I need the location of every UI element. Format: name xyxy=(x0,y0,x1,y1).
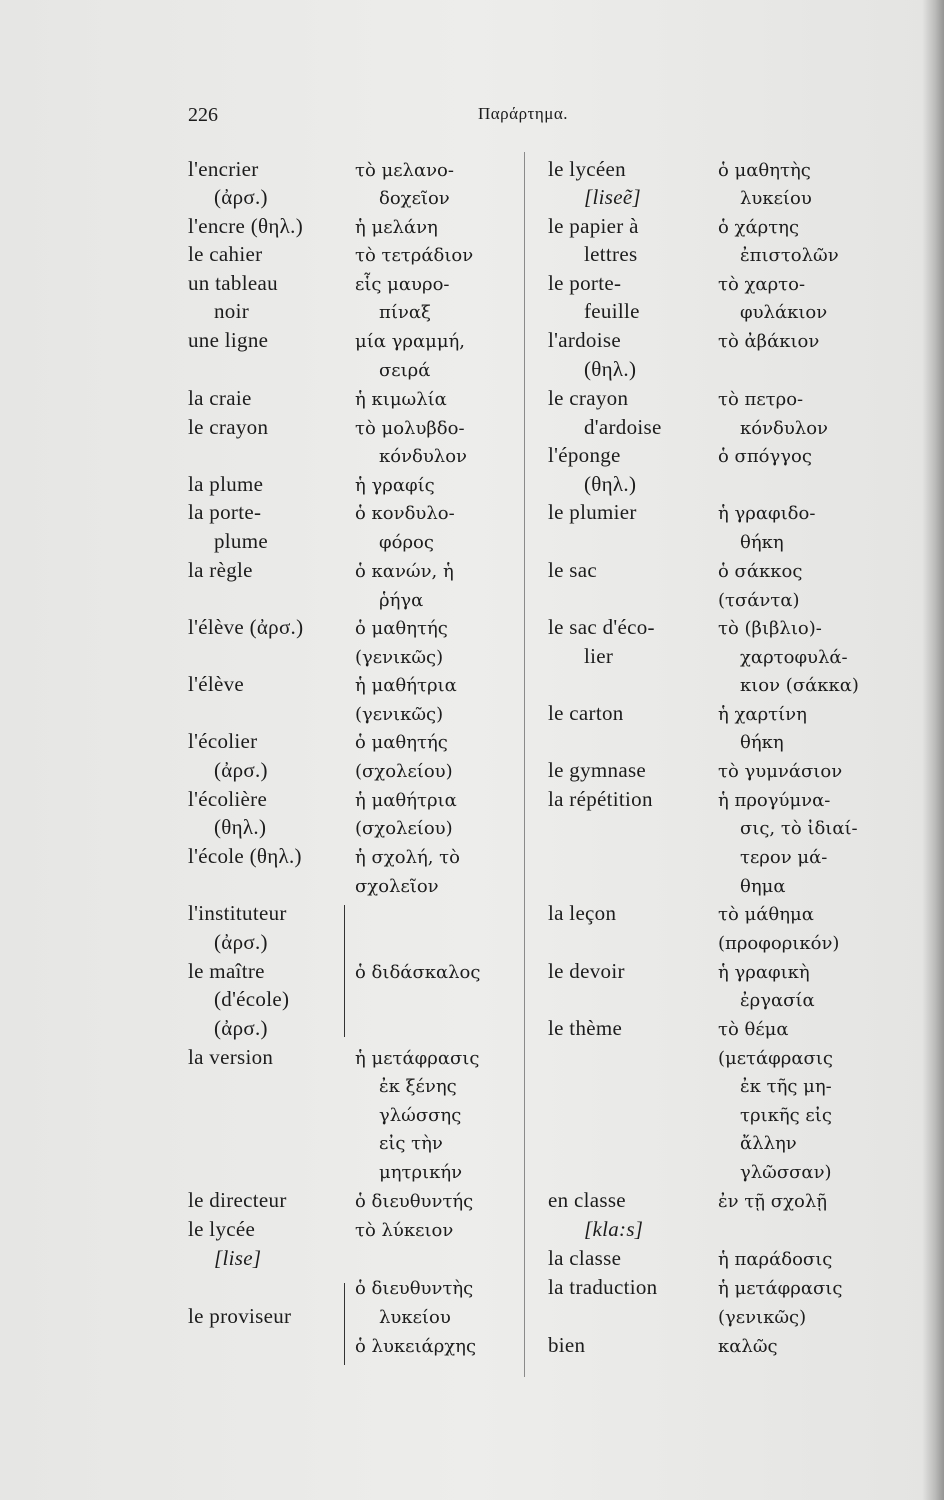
left-french-term: le lycée xyxy=(188,1217,256,1241)
right-french-term: d'ardoise xyxy=(584,415,662,439)
left-greek-term: ἡ μετάφρασις xyxy=(355,1048,480,1069)
left-greek-term: γλώσσης xyxy=(379,1105,462,1126)
right-greek-term: σις, τὸ ἰδιαί- xyxy=(740,818,858,839)
page-number: 226 xyxy=(188,104,218,126)
left-french-term: la règle xyxy=(188,558,253,582)
left-french-term: l'écolière xyxy=(188,787,268,811)
left-french-term: le crayon xyxy=(188,415,269,439)
right-greek-term: κιον (σάκκα) xyxy=(740,675,859,696)
left-greek-term: (γενικῶς) xyxy=(355,647,444,668)
left-greek-term: ὁ κανών, ἡ xyxy=(355,561,454,582)
left-greek-term: λυκείου xyxy=(379,1307,451,1328)
right-french-term: le plumier xyxy=(548,500,637,524)
left-french-term: (ἀρσ.) xyxy=(214,1016,268,1040)
right-french-term: (θηλ.) xyxy=(584,472,637,496)
left-greek-term: ἡ μαθήτρια xyxy=(355,790,457,811)
right-french-term: en classe xyxy=(548,1188,626,1212)
right-greek-term: ἡ μετάφρασις xyxy=(718,1278,843,1299)
right-french-term: lier xyxy=(584,644,614,668)
right-greek-term: ἡ γραφιδο- xyxy=(718,503,816,524)
right-french-term: bien xyxy=(548,1333,586,1357)
right-greek-term: ἡ γραφικὴ xyxy=(718,962,810,983)
right-french-term: la classe xyxy=(548,1246,622,1270)
left-greek-term: ὁ διευθυντής xyxy=(355,1191,474,1212)
right-greek-term: τρικῆς εἰς xyxy=(740,1105,832,1126)
left-french-term: l'élève xyxy=(188,672,245,696)
right-greek-term: τὸ γυμνάσιον xyxy=(718,761,843,782)
column-divider xyxy=(524,152,525,1377)
right-french-term: lettres xyxy=(584,242,638,266)
left-greek-term: (σχολείου) xyxy=(355,761,453,782)
left-french-term: l'écolier xyxy=(188,729,258,753)
right-french-term: le papier à xyxy=(548,214,639,238)
left-french-term: un tableau xyxy=(188,271,278,295)
right-greek-term: τὸ μάθημα xyxy=(718,904,814,925)
left-greek-term: τὸ μολυβδο- xyxy=(355,418,465,439)
right-french-term: le crayon xyxy=(548,386,629,410)
left-french-term: (d'école) xyxy=(214,987,290,1011)
left-greek-term: (σχολείου) xyxy=(355,818,453,839)
right-greek-term: ἡ χαρτίνη xyxy=(718,704,807,725)
right-greek-term: φυλάκιον xyxy=(740,302,828,323)
right-french-term: le devoir xyxy=(548,959,625,983)
left-greek-term: μία γραμμή, xyxy=(355,331,466,352)
left-greek-term: ἡ μελάνη xyxy=(355,217,438,238)
right-french-term: l'éponge xyxy=(548,443,621,467)
right-french-term: le porte- xyxy=(548,271,622,295)
left-french-term: le maître xyxy=(188,959,265,983)
right-french-term: le carton xyxy=(548,701,624,725)
left-french-term: l'instituteur xyxy=(188,901,287,925)
right-greek-term: ἐν τῇ σχολῇ xyxy=(718,1191,828,1212)
left-greek-term: τὸ λύκειον xyxy=(355,1220,454,1241)
left-greek-term: ὁ λυκειάρχης xyxy=(355,1336,477,1357)
left-greek-term: εἷς μαυρο- xyxy=(355,274,450,295)
right-greek-term: (τσάντα) xyxy=(718,590,800,611)
right-greek-term: τερον μά- xyxy=(740,847,828,868)
left-greek-term: ὁ κονδυλο- xyxy=(355,503,455,524)
right-greek-term: κόνδυλον xyxy=(740,418,828,439)
right-french-term: [liseẽ] xyxy=(584,185,641,209)
left-french-term: la version xyxy=(188,1045,274,1069)
left-french-term: (ἀρσ.) xyxy=(214,758,268,782)
left-french-term: l'encre (θηλ.) xyxy=(188,214,303,238)
page-edge-shadow xyxy=(922,0,944,1500)
left-greek-term: σχολεῖον xyxy=(355,876,439,897)
right-greek-term: ἡ προγύμνα- xyxy=(718,790,831,811)
left-french-term: le proviseur xyxy=(188,1304,292,1328)
right-greek-term: ἐργασία xyxy=(740,990,815,1011)
left-french-term: le cahier xyxy=(188,242,263,266)
left-brace-proviseur xyxy=(336,1283,345,1365)
right-greek-term: τὸ ἀβάκιον xyxy=(718,331,820,352)
right-greek-term: θημα xyxy=(740,876,786,897)
left-greek-term: ἡ μαθήτρια xyxy=(355,675,457,696)
right-greek-term: ὁ σάκκος xyxy=(718,561,803,582)
left-french-term: [lise] xyxy=(214,1246,262,1270)
right-greek-term: ἡ παράδοσις xyxy=(718,1249,833,1270)
right-greek-term: ὁ χάρτης xyxy=(718,217,800,238)
right-greek-term: ἐκ τῆς μη- xyxy=(740,1076,832,1097)
left-greek-term: εἰς τὴν xyxy=(379,1133,443,1154)
left-greek-term: κόνδυλον xyxy=(379,446,467,467)
left-greek-term: σειρά xyxy=(379,360,431,381)
right-greek-term: τὸ πετρο- xyxy=(718,389,804,410)
left-greek-term: ὁ διευθυντὴς xyxy=(355,1278,474,1299)
left-greek-term: φόρος xyxy=(379,532,434,553)
left-greek-term: πίναξ xyxy=(379,302,431,323)
left-greek-term: ὁ μαθητής xyxy=(355,732,448,753)
right-greek-term: θήκη xyxy=(740,732,784,753)
left-french-term: (ἀρσ.) xyxy=(214,185,268,209)
left-french-term: la plume xyxy=(188,472,264,496)
right-greek-term: τὸ (βιβλιο)- xyxy=(718,618,822,639)
right-french-term: la leçon xyxy=(548,901,617,925)
left-french-term: l'élève (ἀρσ.) xyxy=(188,615,304,639)
running-title: Παράρτημα. xyxy=(478,104,569,123)
right-french-term: le thème xyxy=(548,1016,623,1040)
left-french-term: (ἀρσ.) xyxy=(214,930,268,954)
right-greek-term: τὸ χαρτο- xyxy=(718,274,806,295)
left-greek-term: δοχεῖον xyxy=(379,188,450,209)
right-greek-term: χαρτοφυλά- xyxy=(740,647,848,668)
right-french-term: le lycéen xyxy=(548,157,626,181)
left-greek-term: τὸ μελανο- xyxy=(355,160,454,181)
right-french-term: (θηλ.) xyxy=(584,357,637,381)
right-greek-term: λυκείου xyxy=(740,188,812,209)
left-greek-term: ἐκ ξένης xyxy=(379,1076,457,1097)
right-french-term: le sac d'éco- xyxy=(548,615,655,639)
left-greek-term: ῥήγα xyxy=(379,590,424,611)
left-french-term: le directeur xyxy=(188,1188,287,1212)
right-greek-term: θήκη xyxy=(740,532,784,553)
right-greek-term: ἄλλην xyxy=(740,1133,797,1154)
right-greek-term: καλῶς xyxy=(718,1336,778,1357)
left-greek-term: ἡ κιμωλία xyxy=(355,389,447,410)
left-greek-term: ἡ γραφίς xyxy=(355,475,435,496)
left-greek-term: μητρικήν xyxy=(379,1162,463,1183)
left-greek-term: ὁ μαθητής xyxy=(355,618,448,639)
right-french-term: le sac xyxy=(548,558,598,582)
left-french-term: plume xyxy=(214,529,268,553)
right-greek-term: (μετάφρασις xyxy=(718,1048,833,1069)
right-french-term: feuille xyxy=(584,299,640,323)
right-french-term: l'ardoise xyxy=(548,328,621,352)
left-greek-term: ἡ σχολή, τὸ xyxy=(355,847,460,868)
left-greek-term: (γενικῶς) xyxy=(355,704,444,725)
left-french-term: la craie xyxy=(188,386,252,410)
right-greek-term: γλῶσσαν) xyxy=(740,1162,832,1183)
left-greek-term: ὁ διδάσκαλος xyxy=(355,962,481,983)
right-greek-term: ἐπιστολῶν xyxy=(740,245,839,266)
right-french-term: [kla:s] xyxy=(584,1217,644,1241)
left-french-term: la porte- xyxy=(188,500,262,524)
right-french-term: la répétition xyxy=(548,787,653,811)
left-brace-group xyxy=(336,905,345,1037)
left-french-term: noir xyxy=(214,299,250,323)
left-french-term: une ligne xyxy=(188,328,269,352)
right-greek-term: (προφορικόν) xyxy=(718,933,840,954)
left-french-term: l'école (θηλ.) xyxy=(188,844,302,868)
right-greek-term: ὁ μαθητὴς xyxy=(718,160,811,181)
right-greek-term: τὸ θέμα xyxy=(718,1019,789,1040)
right-french-term: la traduction xyxy=(548,1275,658,1299)
left-greek-term: τὸ τετράδιον xyxy=(355,245,474,266)
left-french-term: (θηλ.) xyxy=(214,815,267,839)
left-french-term: l'encrier xyxy=(188,157,259,181)
right-greek-term: ὁ σπόγγος xyxy=(718,446,812,467)
right-greek-term: (γενικῶς) xyxy=(718,1307,807,1328)
right-french-term: le gymnase xyxy=(548,758,647,782)
